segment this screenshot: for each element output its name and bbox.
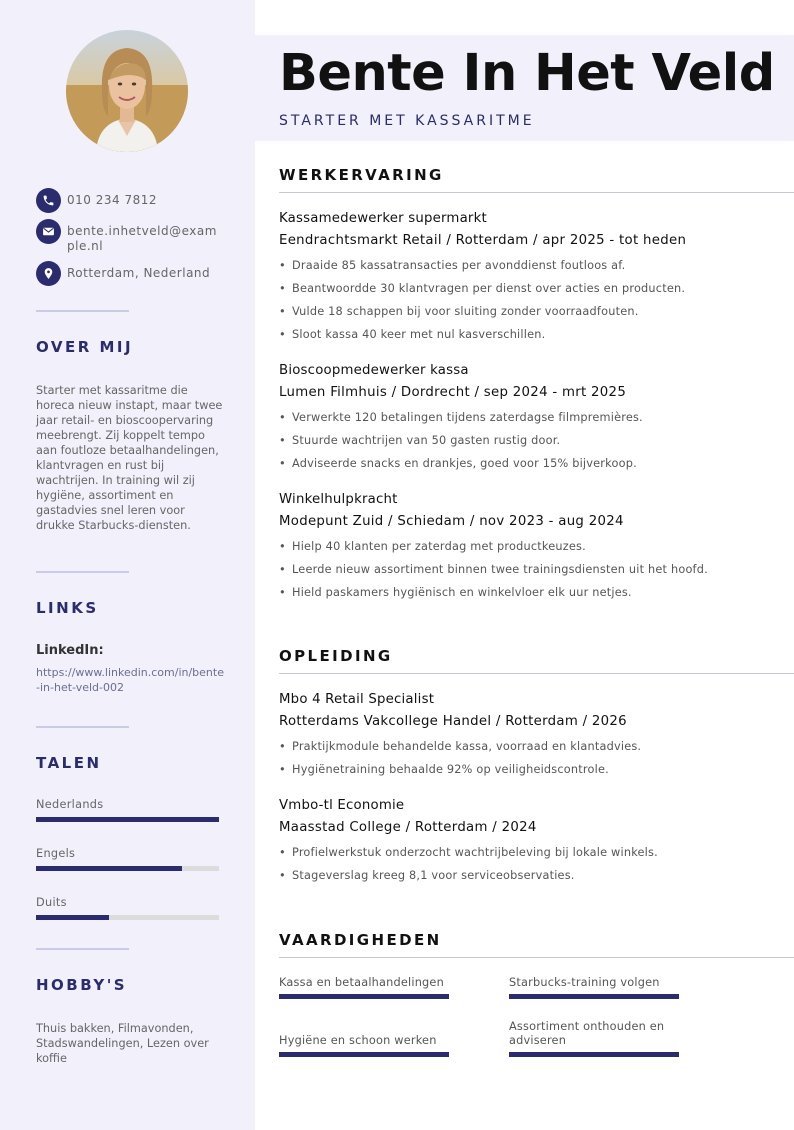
language-name: Duits [36,896,67,909]
email-icon [36,219,61,244]
entry-subtitle: Maasstad College / Rotterdam / 2024 [279,820,537,835]
phone-icon [36,188,61,213]
language-name: Nederlands [36,798,104,811]
skill-label: Hygiëne en schoon werken [279,1034,437,1047]
contact-location [36,261,226,286]
bullet-dot-icon: • [279,846,286,859]
bullet-dot-icon: • [279,328,286,341]
bullet-item [279,282,685,295]
bullet-text: Adviseerde snacks en drankjes, goed voor 15% bijverkoop. [292,457,637,470]
sidebar-divider [36,948,129,950]
bullet-item [279,540,586,553]
bullet-text: Sloot kassa 40 keer met nul kasverschillen. [292,328,546,341]
bullet-dot-icon: • [279,411,286,424]
sidebar-divider [36,571,129,573]
linkedin-url[interactable]: https://www.linkedin.com/in/bente-in-het-veld-002 [36,666,224,694]
skill-item [279,976,449,990]
bullet-dot-icon: • [279,282,286,295]
bullet-item [279,869,575,882]
language-level-fill [36,915,109,920]
bullet-dot-icon: • [279,740,286,753]
skill-item [509,976,679,990]
sidebar [0,0,255,1130]
experience-heading: WERKERVARING [279,166,444,184]
bullet-text: Hielp 40 klanten per zaterdag met productkeuzes. [292,540,586,553]
bullet-item [279,740,641,753]
bullet-item [279,457,637,470]
location-pin-icon [36,261,61,286]
language-level-fill [36,817,219,822]
email-address[interactable]: bente.inhetveld@example.nl [67,224,217,253]
bullet-dot-icon: • [279,763,286,776]
about-text: Starter met kassaritme die horeca nieuw instapt, maar twee jaar retail- en bioscoopervaring meebrengt. Zij koppelt tempo aan foutloze betaalhandelingen, klantvragen en rust bij wachtrijen. In training wil zij hygiëne, assortiment en gastadvies snel leren voor drukke Starbucks-diensten. [36,384,223,532]
entry-title: Bioscoopmedewerker kassa [279,363,469,378]
hobbies-heading: HOBBY'S [36,976,128,994]
language-item [36,847,219,871]
bullet-item [279,259,625,272]
bullet-item [279,763,609,776]
candidate-name: Bente In Het Veld [279,44,775,103]
skill-label: Assortiment onthouden en adviseren [509,1020,665,1047]
bullet-item [279,586,632,599]
bullet-text: Vulde 18 schappen bij voor sluiting zonder voorraadfouten. [292,305,639,318]
skill-bar [279,1052,449,1057]
skill-item [279,1034,449,1048]
skill-bar [279,994,449,999]
linkedin-label: LinkedIn: [36,643,104,658]
sidebar-divider [36,726,129,728]
entry-subtitle: Rotterdams Vakcollege Handel / Rotterdam / 2026 [279,714,627,729]
hobbies-text: Thuis bakken, Filmavonden, Stadswandelingen, Lezen over koffie [36,1022,209,1065]
language-item [36,896,219,920]
bullet-text: Verwerkte 120 betalingen tijdens zaterdagse filmpremières. [292,411,643,424]
bullet-dot-icon: • [279,563,286,576]
entry-title: Vmbo-tl Economie [279,798,405,813]
bullet-text: Praktijkmodule behandelde kassa, voorraad en klantadvies. [292,740,642,753]
section-rule [279,673,794,674]
bullet-text: Profielwerkstuk onderzocht wachtrijbeleving bij lokale winkels. [292,846,658,859]
section-rule [279,192,794,193]
profile-photo [66,30,188,152]
location-text: Rotterdam, Nederland [67,266,211,280]
bullet-text: Draaide 85 kassatransacties per avonddienst foutloos af. [292,259,626,272]
bullet-item [279,305,639,318]
about-heading: OVER MIJ [36,338,134,356]
bullet-dot-icon: • [279,869,286,882]
entry-subtitle: Eendrachtsmarkt Retail / Rotterdam / apr 2025 - tot heden [279,233,687,248]
entry-title: Kassamedewerker supermarkt [279,211,487,226]
language-level-track [36,915,219,920]
bullet-item [279,328,545,341]
bullet-text: Hield paskamers hygiënisch en winkelvloer elk uur netjes. [292,586,632,599]
language-level-track [36,866,219,871]
bullet-text: Stageverslag kreeg 8,1 voor serviceobservaties. [292,869,575,882]
bullet-text: Beantwoordde 30 klantvragen per dienst over acties en producten. [292,282,686,295]
entry-subtitle: Lumen Filmhuis / Dordrecht / sep 2024 - mrt 2025 [279,385,627,400]
bullet-dot-icon: • [279,305,286,318]
bullet-item [279,563,708,576]
education-heading: OPLEIDING [279,647,393,665]
skill-bar [509,1052,679,1057]
bullet-text: Stuurde wachtrijen van 50 gasten rustig door. [292,434,561,447]
skills-heading: VAARDIGHEDEN [279,931,442,949]
skill-bar [509,994,679,999]
bullet-dot-icon: • [279,457,286,470]
bullet-text: Hygiënetraining behaalde 92% op veiligheidscontrole. [292,763,609,776]
skill-item [509,1020,679,1048]
contact-phone [36,188,226,213]
bullet-dot-icon: • [279,434,286,447]
bullet-text: Leerde nieuw assortiment binnen twee trainingsdiensten uit het hoofd. [292,563,708,576]
bullet-dot-icon: • [279,586,286,599]
language-level-fill [36,866,182,871]
skill-label: Starbucks-training volgen [509,976,660,989]
bullet-dot-icon: • [279,259,286,272]
entry-subtitle: Modepunt Zuid / Schiedam / nov 2023 - aug 2024 [279,514,624,529]
language-item [36,798,219,822]
languages-heading: TALEN [36,754,102,772]
skill-label: Kassa en betaalhandelingen [279,976,444,989]
bullet-item [279,434,560,447]
candidate-subtitle: STARTER MET KASSARITME [279,113,535,129]
entry-title: Mbo 4 Retail Specialist [279,692,435,707]
bullet-item [279,846,658,859]
language-level-track [36,817,219,822]
contact-email [36,219,226,254]
section-rule [279,957,794,958]
bullet-dot-icon: • [279,540,286,553]
bullet-item [279,411,643,424]
links-heading: LINKS [36,599,99,617]
entry-title: Winkelhulpkracht [279,492,398,507]
sidebar-divider [36,310,129,312]
language-name: Engels [36,847,76,860]
phone-number: 010 234 7812 [67,193,157,207]
